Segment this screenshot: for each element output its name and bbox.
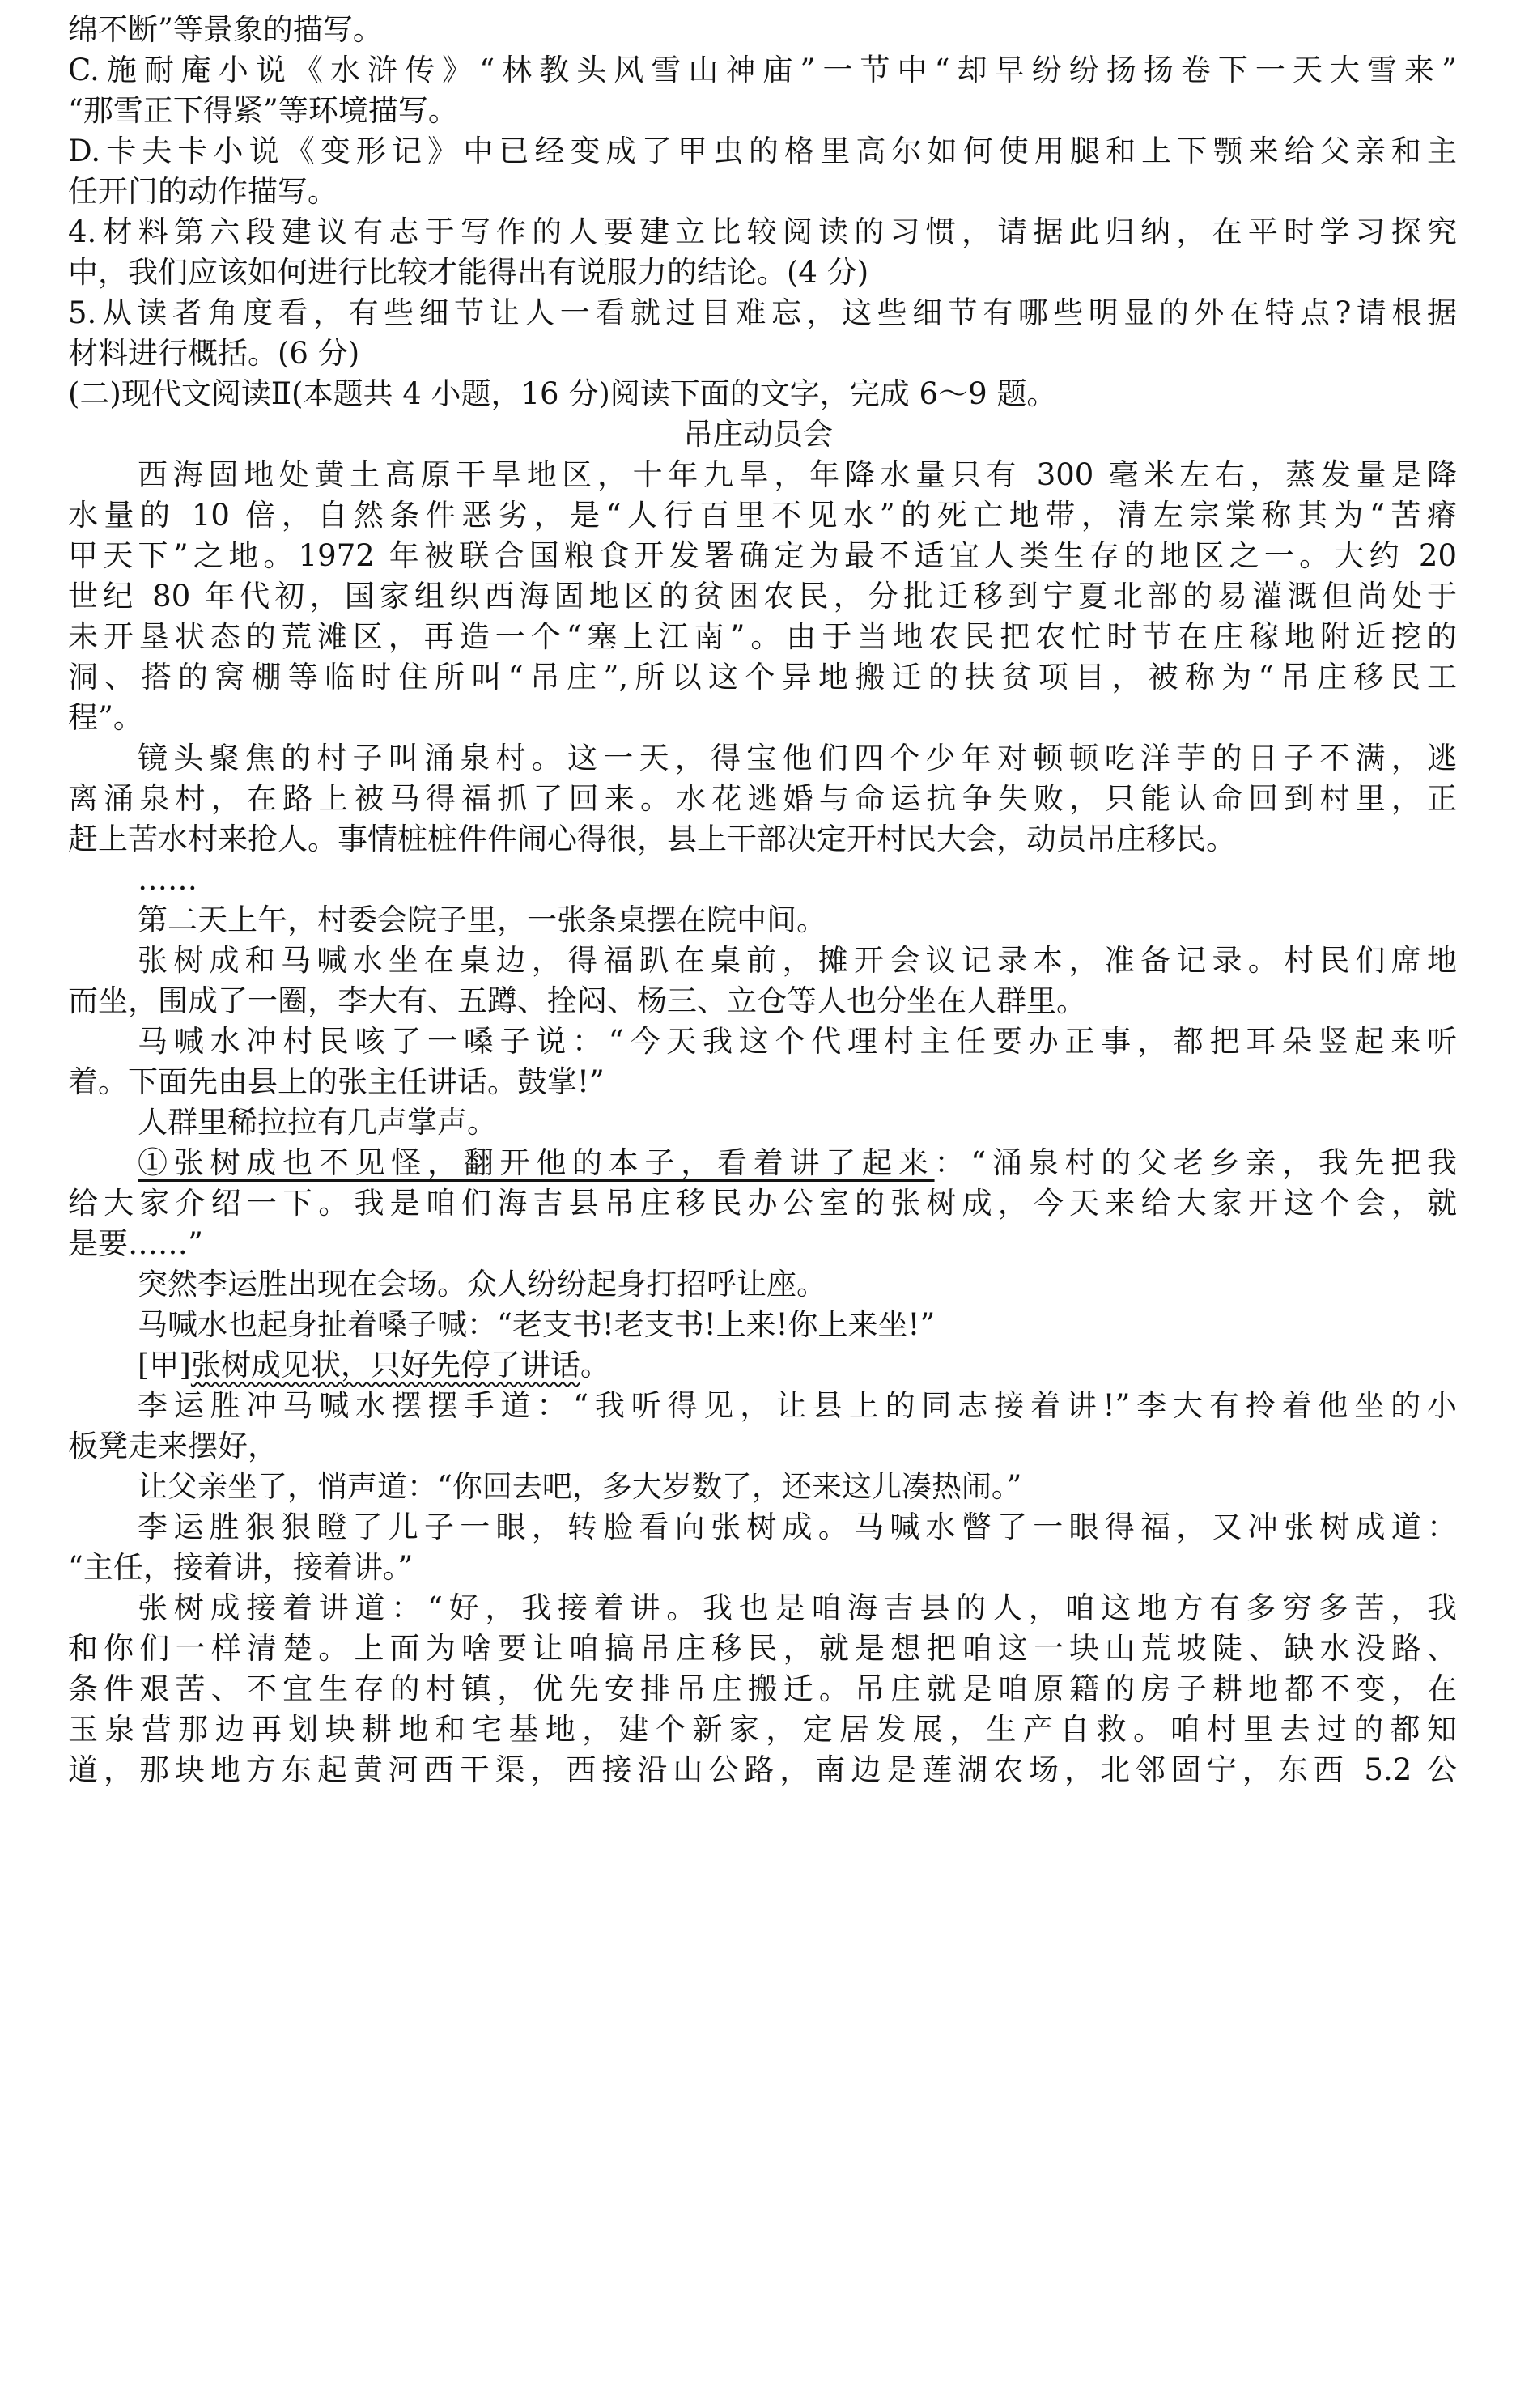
paragraph-line: 马喊水冲村民咳了一嗓子说：“今天我这个代理村主任要办正事，都把耳朵竖起来听 (138, 1024, 1457, 1059)
paragraph-line (138, 1345, 1457, 1386)
text-span: 。 (580, 1348, 610, 1382)
paragraph-line: 甲天下”之地。1972 年被联合国粮食开发署确定为最不适宜人类生存的地区之一。大约 20 (68, 538, 1457, 573)
paragraph-line: 张树成和马喊水坐在桌边，得福趴在桌前，摊开会议记录本，准备记录。村民们席地 (138, 943, 1457, 978)
paragraph-line: 第二天上午，村委会院子里，一张条桌摆在院中间。 (138, 902, 826, 937)
paragraph-line: 和你们一样清楚。上面为啥要让咱搞吊庄移民，就是想把咱这一块山荒坡陡、缺水没路、 (68, 1631, 1457, 1666)
underlined-sentence-1: ①张树成也不见怪，翻开他的本子，看着讲了起来 (138, 1145, 935, 1180)
marker-jia: [甲] (138, 1348, 191, 1382)
question-option-c: C.施耐庵小说《水浒传》“林教头风雪山神庙”一节中“却早纷纷扬扬卷下一天大雪来” (68, 53, 1457, 87)
paragraph-line: 而坐，围成了一圈，李大有、五蹲、拴闷、杨三、立仓等人也分坐在人群里。 (68, 983, 1086, 1018)
text-line: 绵不断”等景象的描写。 (68, 12, 383, 47)
ellipsis: …… (138, 862, 197, 897)
paragraph-line: 水量的 10 倍，自然条件恶劣，是“人行百里不见水”的死亡地带，清左宗棠称其为“苦瘠 (68, 498, 1457, 533)
paragraph-line: “主任，接着讲，接着讲。” (68, 1550, 414, 1585)
text-line: 中，我们应该如何进行比较才能得出有说服力的结论。(4 分) (68, 255, 869, 290)
paragraph-line: 突然李运胜出现在会场。众人纷纷起身打招呼让座。 (138, 1267, 826, 1302)
text-span: ：“涌泉村的父老乡亲，我先把我 (934, 1145, 1457, 1180)
paragraph-line: 给大家介绍一下。我是咱们海吉县吊庄移民办公室的张树成，今天来给大家开这个会，就 (68, 1186, 1457, 1221)
text-line: “那雪正下得紧”等环境描写。 (68, 93, 458, 128)
question-5: 5.从读者角度看，有些细节让人一看就过目难忘，这些细节有哪些明显的外在特点?请根据 (68, 295, 1457, 330)
paragraph-line: 未开垦状态的荒滩区，再造一个“塞上江南”。由于当地农民把农忙时节在庄稼地附近挖的 (68, 619, 1457, 654)
paragraph-line: 是要……” (68, 1226, 203, 1261)
paragraph-line: 马喊水也起身扯着嗓子喊：“老支书!老支书!上来!你上来坐!” (138, 1307, 936, 1342)
paragraph-line: 洞、搭的窝棚等临时住所叫“吊庄”,所以这个异地搬迁的扶贫项目，被称为“吊庄移民工 (68, 660, 1457, 694)
question-4: 4.材料第六段建议有志于写作的人要建立比较阅读的习惯，请据此归纳，在平时学习探究 (68, 214, 1457, 249)
paragraph-line: 板凳走来摆好， (68, 1429, 278, 1463)
paragraph-line: 张树成接着讲道：“好，我接着讲。我也是咱海吉县的人，咱这地方有多穷多苦，我 (138, 1590, 1457, 1625)
paragraph-line: 玉泉营那边再划块耕地和宅基地，建个新家，定居发展，生产自救。咱村里去过的都知 (68, 1712, 1457, 1747)
passage-title: 吊庄动员会 (683, 417, 833, 452)
paragraph-line: 李运胜狠狠瞪了儿子一眼，转脸看向张树成。马喊水瞥了一眼得福，又冲张树成道： (138, 1510, 1457, 1544)
paragraph-line: 李运胜冲马喊水摆摆手道：“我听得见，让县上的同志接着讲!”李大有拎着他坐的小 (138, 1388, 1457, 1423)
question-option-d: D.卡夫卡小说《变形记》中已经变成了甲虫的格里高尔如何使用腿和上下颚来给父亲和主 (68, 134, 1457, 168)
paragraph-line: 程”。 (68, 700, 143, 735)
paragraph-line: 离涌泉村，在路上被马得福抓了回来。水花逃婚与命运抗争失败，只能认命回到村里，正 (68, 781, 1457, 816)
paragraph-line: 西海固地处黄土高原干旱地区，十年九旱，年降水量只有 300 毫米左右，蒸发量是降 (138, 457, 1457, 492)
paragraph-line: 镜头聚焦的村子叫涌泉村。这一天，得宝他们四个少年对顿顿吃洋芋的日子不满，逃 (138, 741, 1457, 775)
section-heading: (二)现代文阅读Ⅱ(本题共 4 小题，16 分)阅读下面的文字，完成 6～9 题。 (68, 376, 1057, 411)
text-line: 材料进行概括。(6 分) (68, 336, 360, 371)
paragraph-line: 世纪 80 年代初，国家组织西海固地区的贫困农民，分批迁移到宁夏北部的易灌溉但尚处于 (68, 579, 1457, 614)
paragraph-line: 赶上苦水村来抢人。事情桩桩件件闹心得很，县上干部决定开村民大会，动员吊庄移民。 (68, 822, 1236, 856)
paragraph-line: 条件艰苦、不宜生存的村镇，优先安排吊庄搬迁。吊庄就是咱原籍的房子耕地都不变，在 (68, 1671, 1457, 1706)
paragraph-line: 人群里稀拉拉有几声掌声。 (138, 1105, 497, 1140)
paragraph-line (138, 1143, 1457, 1183)
text-line: 任开门的动作描写。 (68, 174, 338, 209)
wavy-underlined-sentence: 张树成见状，只好先停了讲话 (190, 1348, 580, 1382)
paragraph-line: 着。下面先由县上的张主任讲话。鼓掌!” (68, 1064, 605, 1099)
paragraph-line: 道，那块地方东起黄河西干渠，西接沿山公路，南边是莲湖农场，北邻固宁，东西 5.2 公 (68, 1752, 1457, 1787)
paragraph-line: 让父亲坐了，悄声道：“你回去吧，多大岁数了，还来这儿凑热闹。” (138, 1469, 1022, 1504)
